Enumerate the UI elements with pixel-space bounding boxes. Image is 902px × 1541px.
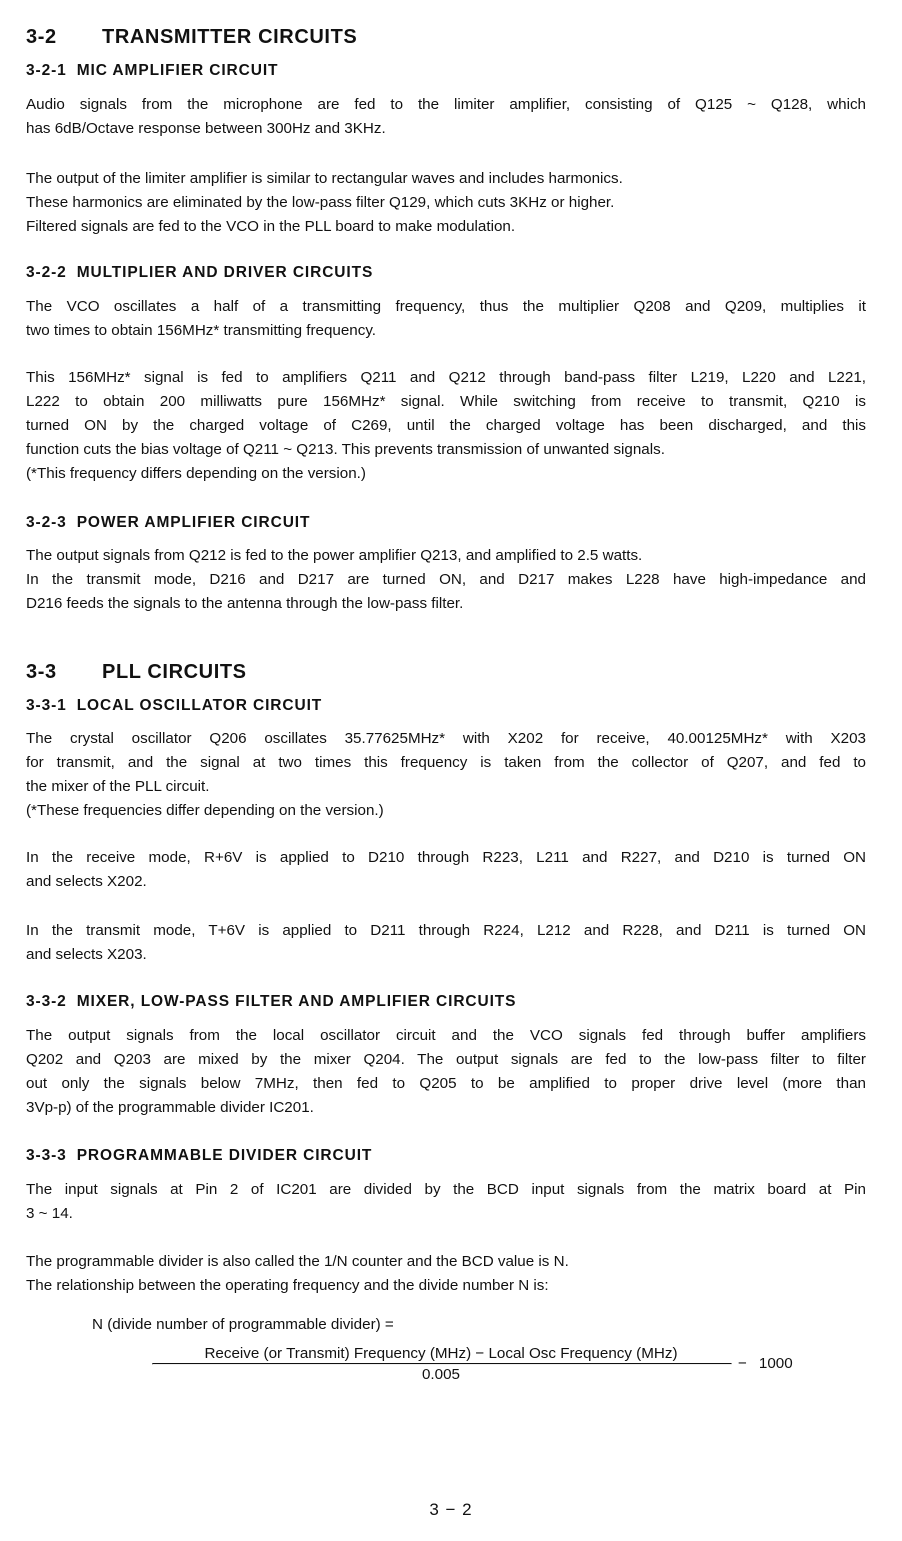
formula-label: N (divide number of programmable divider) =: [92, 1316, 394, 1333]
text-line: L222 to obtain 200 milliwatts pure 156MHz* signal. While switching from receive to transmit, Q210 is: [26, 393, 866, 410]
text-line: function cuts the bias voltage of Q211 ~ Q213. This prevents transmission of unwanted signals.: [26, 441, 665, 458]
text-line: out only the signals below 7MHz, then fed to Q205 to be amplified to proper drive level (more than: [26, 1075, 866, 1092]
text-line: turned ON by the charged voltage of C269, until the charged voltage has been discharged, and this: [26, 417, 866, 434]
section-heading-3-3: [26, 661, 247, 684]
text-line: 3 ~ 14.: [26, 1205, 73, 1222]
text-line: D216 feeds the signals to the antenna through the low-pass filter.: [26, 595, 464, 612]
paragraph-local-osc-1: [26, 727, 866, 823]
text-line: The output signals from the local oscillator circuit and the VCO signals fed through buffer amplifiers: [26, 1027, 866, 1044]
formula-constant: 1000: [758, 1355, 793, 1372]
subsection-number: 3-2-1: [26, 62, 67, 79]
section-title: PLL CIRCUITS: [102, 661, 247, 683]
text-line: In the transmit mode, T+6V is applied to D211 through R224, L212 and R228, and D211 is turned ON: [26, 922, 866, 939]
subsection-title: MIXER, LOW-PASS FILTER AND AMPLIFIER CIRCUITS: [76, 993, 517, 1010]
text-line: the mixer of the PLL circuit.: [26, 778, 210, 795]
subsection-title: PROGRAMMABLE DIVIDER CIRCUIT: [76, 1147, 373, 1164]
subsection-title: MIC AMPLIFIER CIRCUIT: [76, 62, 279, 79]
paragraph-local-osc-2: [26, 846, 866, 894]
text-line: The VCO oscillates a half of a transmitting frequency, thus the multiplier Q208 and Q209, multiplies it: [26, 298, 866, 315]
text-line: for transmit, and the signal at two times this frequency is taken from the collector of Q207, and fed to: [26, 754, 866, 771]
text-line: The input signals at Pin 2 of IC201 are divided by the BCD input signals from the matrix board at Pin: [26, 1181, 866, 1198]
formula-operator: −: [738, 1355, 747, 1372]
text-line: and selects X203.: [26, 946, 147, 963]
section-heading-3-2: [26, 26, 357, 49]
text-line: In the receive mode, R+6V is applied to D210 through R223, L211 and R227, and D210 is turned ON: [26, 849, 866, 866]
paragraph-mic-amp-2: [26, 167, 866, 239]
text-line: Audio signals from the microphone are fed to the limiter amplifier, consisting of Q125 ~ Q128, which: [26, 96, 866, 113]
paragraph-local-osc-3: [26, 919, 866, 967]
subsection-number: 3-3-1: [26, 697, 67, 714]
subsection-number: 3-2-3: [26, 514, 67, 531]
paragraph-multiplier-2: [26, 366, 866, 486]
subsection-number: 3-3-2: [26, 993, 67, 1010]
text-line: The crystal oscillator Q206 oscillates 35.77625MHz* with X202 for receive, 40.00125MHz* with X203: [26, 730, 866, 747]
formula-fraction: [152, 1345, 730, 1383]
footnote-text: (*This frequency differs depending on the version.): [26, 465, 366, 482]
text-line: These harmonics are eliminated by the low-pass filter Q129, which cuts 3KHz or higher.: [26, 194, 615, 211]
paragraph-divider-1: [26, 1178, 866, 1226]
formula-denominator: 0.005: [421, 1366, 460, 1383]
text-line: Filtered signals are fed to the VCO in the PLL board to make modulation.: [26, 218, 516, 235]
subsection-heading-3-3-3: [26, 1147, 372, 1165]
section-number: 3-2: [26, 26, 57, 48]
text-line: In the transmit mode, D216 and D217 are turned ON, and D217 makes L228 have high-impedance and: [26, 571, 866, 588]
paragraph-divider-2: [26, 1250, 866, 1298]
text-line: The output of the limiter amplifier is similar to rectangular waves and includes harmonics.: [26, 170, 623, 187]
paragraph-multiplier-1: [26, 295, 866, 343]
paragraph-power-amp: [26, 544, 866, 616]
subsection-title: POWER AMPLIFIER CIRCUIT: [76, 514, 311, 531]
text-line: and selects X202.: [26, 873, 147, 890]
subsection-number: 3-2-2: [26, 264, 67, 281]
subsection-heading-3-2-2: [26, 264, 373, 282]
subsection-heading-3-3-2: [26, 993, 516, 1011]
formula-numerator: Receive (or Transmit) Frequency (MHz) − Local Osc Frequency (MHz): [204, 1345, 678, 1362]
text-line: The output signals from Q212 is fed to the power amplifier Q213, and amplified to 2.5 watts.: [26, 547, 643, 564]
text-line: two times to obtain 156MHz* transmitting frequency.: [26, 322, 377, 339]
subsection-title: LOCAL OSCILLATOR CIRCUIT: [76, 697, 323, 714]
text-line: This 156MHz* signal is fed to amplifiers Q211 and Q212 through band-pass filter L219, L220 and L221,: [26, 369, 866, 386]
text-line: Q202 and Q203 are mixed by the mixer Q204. The output signals are fed to the low-pass filter to filter: [26, 1051, 866, 1068]
formula-offset: [738, 1355, 793, 1372]
subsection-heading-3-3-1: [26, 697, 322, 715]
page-number: 3 − 2: [429, 1500, 473, 1519]
subsection-title: MULTIPLIER AND DRIVER CIRCUITS: [76, 264, 374, 281]
text-line: has 6dB/Octave response between 300Hz and 3KHz.: [26, 120, 386, 137]
subsection-heading-3-2-1: [26, 62, 278, 80]
section-title: TRANSMITTER CIRCUITS: [102, 26, 358, 48]
text-line: The programmable divider is also called the 1/N counter and the BCD value is N.: [26, 1253, 569, 1270]
paragraph-mic-amp-1: [26, 93, 866, 141]
text-line: 3Vp-p) of the programmable divider IC201.: [26, 1099, 314, 1116]
subsection-number: 3-3-3: [26, 1147, 67, 1164]
footnote-text: (*These frequencies differ depending on the version.): [26, 802, 384, 819]
text-line: The relationship between the operating frequency and the divide number N is:: [26, 1277, 549, 1294]
paragraph-mixer: [26, 1024, 866, 1120]
subsection-heading-3-2-3: [26, 514, 310, 532]
section-number: 3-3: [26, 661, 57, 683]
